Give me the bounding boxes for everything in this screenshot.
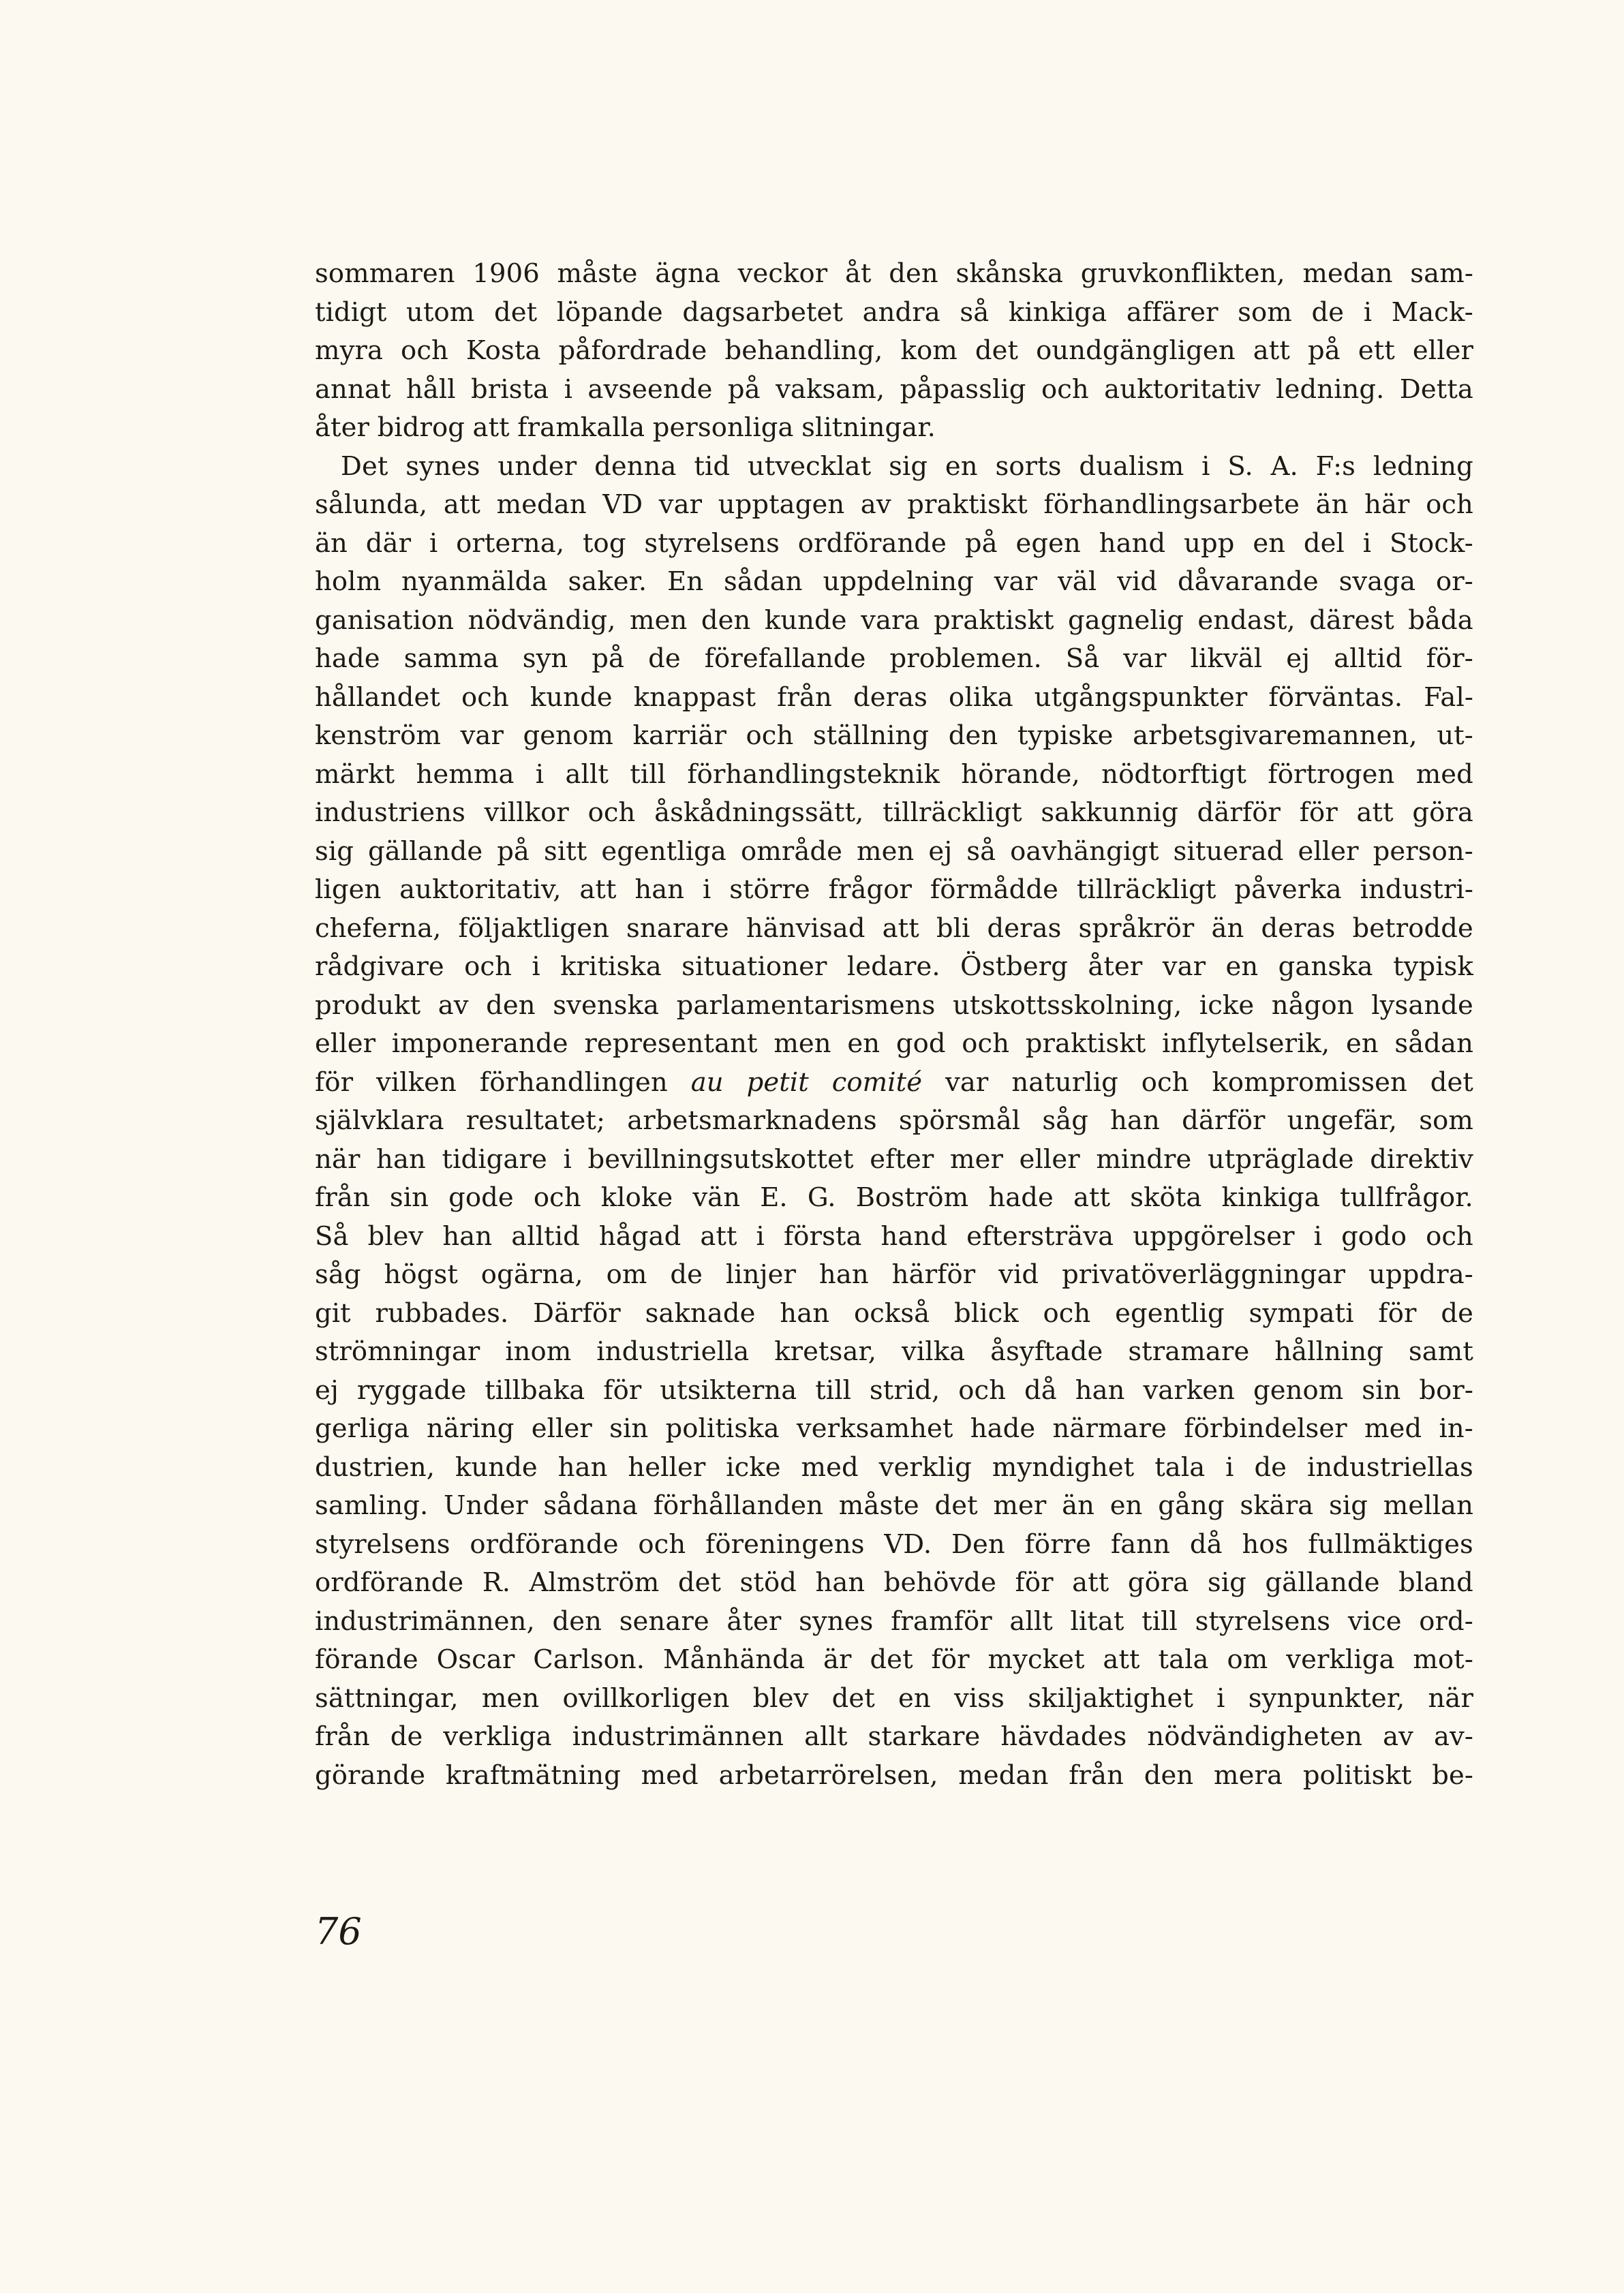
text-line: förande Oscar Carlson. Månhända är det för mycket att tala om verkliga mot- — [315, 1644, 1473, 1675]
text-line: sättningar, men ovillkorligen blev det en viss skiljaktighet i synpunkter, när — [315, 1682, 1473, 1714]
text-line: självklara resultatet; arbetsmarknadens spörsmål såg han därför ungefär, som — [315, 1105, 1473, 1136]
text-line: såg högst ogärna, om de linjer han härför vid privatöverläggningar uppdra- — [315, 1259, 1473, 1290]
text-line: sålunda, att medan VD var upptagen av praktiskt förhandlingsarbete än här och — [315, 489, 1473, 520]
text-line: tidigt utom det löpande dagsarbetet andra så kinkiga affärer som de i Mack- — [315, 296, 1473, 328]
text-line: för vilken förhandlingen au petit comité var naturlig och kompromissen det — [315, 1066, 1473, 1098]
text-line: produkt av den svenska parlamentarismens utskottsskolning, icke någon lysande — [315, 989, 1473, 1021]
text-line: samling. Under sådana förhållanden måste det mer än en gång skära sig mellan — [315, 1490, 1473, 1521]
text-line: från de verkliga industrimännen allt starkare hävdades nödvändigheten av av- — [315, 1721, 1473, 1752]
body-text — [315, 255, 1473, 1795]
text-line: dustrien, kunde han heller icke med verklig myndighet tala i de industriellas — [315, 1451, 1473, 1483]
page-number: 76 — [315, 1910, 362, 1953]
text-line: görande kraftmätning med arbetarrörelsen, medan från den mera politiskt be- — [315, 1759, 1473, 1791]
text-line: sommaren 1906 måste ägna veckor åt den skånska gruvkonflikten, medan sam- — [315, 258, 1473, 289]
text-line: rådgivare och i kritiska situationer ledare. Östberg åter var en ganska typisk — [315, 951, 1473, 982]
text-line: industrimännen, den senare åter synes framför allt litat till styrelsens vice ord- — [315, 1605, 1473, 1637]
text-line: ligen auktoritativ, att han i större frågor förmådde tillräckligt påverka industri- — [315, 874, 1473, 905]
text-line: eller imponerande representant men en god och praktiskt inflytelserik, en sådan — [315, 1028, 1473, 1059]
text-line: styrelsens ordförande och föreningens VD. Den förre fann då hos fullmäktiges — [315, 1528, 1473, 1560]
text-line: Det synes under denna tid utvecklat sig en sorts dualism i S. A. F:s ledning — [341, 450, 1473, 482]
text-line: åter bidrog att framkalla personliga slitningar. — [315, 412, 936, 443]
text-line: märkt hemma i allt till förhandlingsteknik hörande, nödtorftigt förtrogen med — [315, 758, 1473, 790]
text-line: Så blev han alltid hågad att i första hand eftersträva uppgörelser i godo och — [315, 1220, 1473, 1252]
text-line: git rubbades. Därför saknade han också blick och egentlig sympati för de — [315, 1297, 1473, 1329]
text-line: från sin gode och kloke vän E. G. Boström hade att sköta kinkiga tullfrågor. — [315, 1182, 1473, 1213]
text-line: hållandet och kunde knappast från deras olika utgångspunkter förväntas. Fal- — [315, 681, 1473, 713]
text-line: myra och Kosta påfordrade behandling, kom det oundgängligen att på ett eller — [315, 335, 1473, 366]
text-line: ganisation nödvändig, men den kunde vara praktiskt gagnelig endast, därest båda — [315, 604, 1473, 636]
text-line: ordförande R. Almström det stöd han behövde för att göra sig gällande bland — [315, 1567, 1473, 1598]
text-line: gerliga näring eller sin politiska verksamhet hade närmare förbindelser med in- — [315, 1413, 1473, 1444]
text-line: hade samma syn på de förefallande problemen. Så var likväl ej alltid för- — [315, 643, 1473, 674]
text-line: kenström var genom karriär och ställning den typiske arbetsgivaremannen, ut- — [315, 720, 1473, 751]
text-line: cheferna, följaktligen snarare hänvisad att bli deras språkrör än deras betrodde — [315, 912, 1473, 944]
text-line: sig gällande på sitt egentliga område men ej så oavhängigt situerad eller person- — [315, 835, 1473, 867]
text-line: industriens villkor och åskådningssätt, tillräckligt sakkunnig därför för att göra — [315, 797, 1473, 828]
text-line: strömningar inom industriella kretsar, vilka åsyftade stramare hållning samt — [315, 1336, 1473, 1367]
text-line: än där i orterna, tog styrelsens ordförande på egen hand upp en del i Stock- — [315, 527, 1473, 559]
text-line: ej ryggade tillbaka för utsikterna till strid, och då han varken genom sin bor- — [315, 1374, 1473, 1406]
text-line: holm nyanmälda saker. En sådan uppdelning var väl vid dåvarande svaga or- — [315, 566, 1473, 597]
text-line: när han tidigare i bevillningsutskottet efter mer eller mindre utpräglade direktiv — [315, 1143, 1473, 1175]
text-line: annat håll brista i avseende på vaksam, påpasslig och auktoritativ ledning. Detta — [315, 373, 1473, 405]
